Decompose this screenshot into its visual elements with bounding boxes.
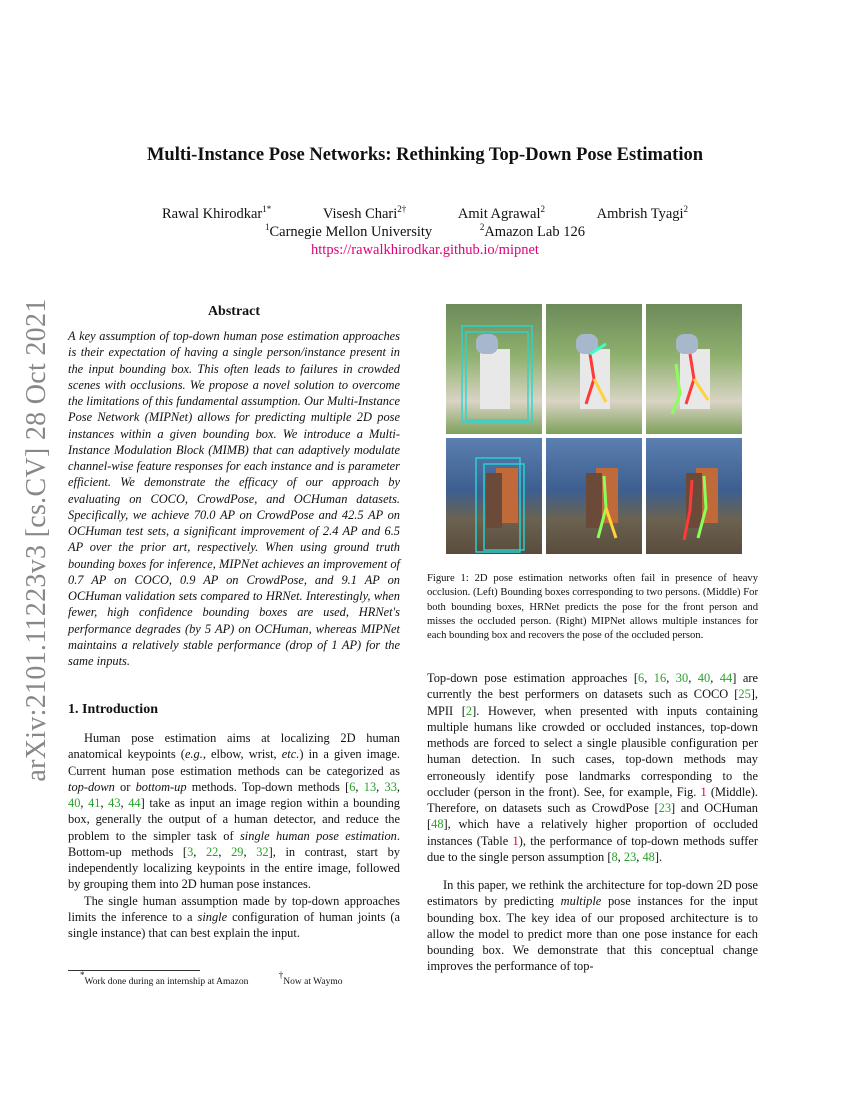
paper-title: Multi-Instance Pose Networks: Rethinking Top-Down Pose Estimation — [146, 145, 704, 165]
author: Ambrish Tyagi$^2$ — [596, 204, 689, 222]
citation[interactable]: 29 — [231, 844, 244, 859]
citation[interactable]: 16 — [653, 671, 667, 685]
figure-reference[interactable]: 1 — [700, 784, 707, 799]
citation[interactable]: 23 — [658, 801, 672, 815]
citation[interactable]: 8 — [611, 849, 618, 864]
intro-paragraph-1: Human pose estimation aims at localizing 2D human anatomical keypoints (e.g., elbow, wrist, etc.) in a given image. Current human pose estimation methods can be categorized as top-down or bottom-up methods. Top-down methods [6, 13, 33, 40, 41, 43, 44] take as input an image region within a bounding box, generally the output of a human detector, and reduce the problem to the simpler task of single human pose estimation. Bottom-up methods [3, 22, 29, 32], in contrast, start by independently localizing keypoints in the entire image, followed by grouping them into 2D human pose instances. — [68, 731, 401, 892]
arxiv-id: arXiv:2101.11223v3 [cs.CV] 28 Oct 2021 — [21, 298, 52, 782]
author: Amit Agrawal$^2$ — [457, 204, 545, 222]
photo-beach-hrnet — [546, 438, 642, 554]
citation[interactable]: 44 — [128, 796, 141, 810]
footnote: †Now at Waymo — [278, 970, 343, 987]
photo-baseball-boxes — [446, 304, 542, 434]
citation[interactable]: 41 — [88, 796, 101, 810]
table-reference[interactable]: 1 — [512, 833, 519, 848]
photo-baseball-mipnet — [646, 304, 742, 434]
author: Rawal Khirodkar$^{1*}$ — [161, 204, 272, 222]
section-heading-introduction: 1. Introduction — [68, 702, 158, 717]
footnote-rule — [68, 970, 200, 971]
figure-panel-right-bottom — [646, 438, 742, 554]
arxiv-sidebar — [12, 295, 62, 785]
citation[interactable]: 30 — [675, 671, 689, 685]
author: Visesh Chari$^{2\dagger}$ — [322, 204, 407, 222]
abstract-text: A key assumption of top-down human pose estimation approaches is their expectation of having a single person/instance present in the input bounding box. This often leads to failures in crowded scenes with occlusions. We propose a novel solution to overcome the limitations of this fundamental assumption. Our Multi-Instance Pose Network (MIPNet) allows for predicting multiple 2D pose instances within a given bounding box. We introduce a Multi-Instance Modulation Block (MIMB) that can adaptively modulate channel-wise feature responses for each instance and is parameter efficient. We demonstrate the efficacy of our approach by evaluating on COCO, CrowdPose, and OCHuman datasets. Specifically, we achieve 70.0 AP on CrowdPose and 42.5 AP on OCHuman test sets, a significant improvement of 2.4 AP and 6.5 AP over the prior art, respectively. When using ground truth bounding boxes for inference, MIPNet achieves an improvement of 0.7 AP on COCO, 0.9 AP on CrowdPose, and 9.1 AP on OCHuman validation sets compared to HRNet. Interestingly, when fewer, high confidence bounding boxes are used, HRNet's performance degrades (by 5 AP) on OCHuman, whereas MIPNet maintains a relatively stable performance (drop of 1 AP) for the same inputs. — [68, 329, 400, 668]
figure-panel-middle-top — [546, 304, 642, 434]
affiliation: $^2$Amazon Lab 126 — [479, 222, 585, 240]
right-column-body — [427, 670, 758, 975]
photo-baseball-hrnet — [546, 304, 642, 434]
footnote: *Work done during an internship at Amazon — [80, 970, 249, 987]
figure-1-caption: Figure 1: 2D pose estimation networks often fail in presence of heavy occlusion. (Left) Bounding boxes corresponding to two persons. (Middle) For both bounding boxes, HRNet predicts the pose for the front person and misses the occluded person. (Right) MIPNet allows multiple instances for each bounding box and recovers the pose of the occluded person. — [427, 573, 758, 642]
figure-panel-left-bottom — [446, 438, 542, 554]
citation[interactable]: 33 — [384, 779, 397, 794]
figure-panel-middle-bottom — [546, 438, 642, 554]
citation[interactable]: 13 — [363, 779, 377, 794]
author-block — [0, 205, 850, 259]
citation[interactable]: 32 — [256, 844, 269, 859]
figure-1 — [446, 304, 742, 554]
citation[interactable]: 43 — [108, 796, 121, 810]
citation[interactable]: 23 — [623, 849, 637, 864]
affiliation: $^1$Carnegie Mellon University — [265, 222, 433, 240]
citation[interactable]: 2 — [465, 703, 473, 718]
body-paragraph: In this paper, we rethink the architecture for top-down 2D pose estimators by predicting multiple pose instances for the input bounding box. The key idea of our proposed architecture is to allow the model to predict more than one pose instance for each bounding box. We demonstrate that this conceptual change improves the performance of top- — [427, 878, 758, 974]
photo-beach-mipnet — [646, 438, 742, 554]
citation[interactable]: 6 — [637, 671, 645, 685]
citation[interactable]: 48 — [642, 849, 655, 864]
citation[interactable]: 40 — [68, 796, 81, 810]
body-paragraph: Top-down pose estimation approaches [6, 16, 30, 40, 44] are currently the best performers on datasets such as COCO [25], MPII [2]. However, when presented with inputs containing multiple humans like crowded or occluded instances, top-down methods are forced to select a single plausible configuration per human detection. In such cases, top-down methods may erroneously identify pose landmarks corresponding to the occluder (person in the front). See, for example, Fig. 1 (Middle). Therefore, on datasets such as CrowdPose [23] and OCHuman [48], which have a relatively higher proportion of occluded instances (Table 1), the performance of top-down methods suffer due to the single person assumption [8, 23, 48]. — [427, 671, 758, 864]
citation[interactable]: 44 — [719, 671, 733, 685]
project-url[interactable]: https://rawalkhirodkar.github.io/mipnet — [311, 242, 539, 258]
intro-paragraph-2: The single human assumption made by top-down approaches limits the inference to a single configuration of human joints (a single instance) that can best explain the input. — [68, 893, 401, 940]
affiliation-list — [0, 223, 850, 241]
citation[interactable]: 6 — [349, 779, 356, 794]
author-list — [0, 205, 850, 223]
citation[interactable]: 22 — [205, 844, 219, 859]
intro-body — [68, 730, 400, 941]
abstract-heading: Abstract — [207, 304, 261, 319]
footnotes — [68, 970, 408, 987]
photo-beach-boxes — [446, 438, 542, 554]
citation[interactable]: 25 — [738, 687, 751, 702]
citation[interactable]: 40 — [697, 671, 711, 685]
citation[interactable]: 3 — [187, 844, 194, 859]
citation[interactable]: 48 — [431, 817, 444, 832]
figure-panel-right-top — [646, 304, 742, 434]
figure-panel-left-top — [446, 304, 542, 434]
